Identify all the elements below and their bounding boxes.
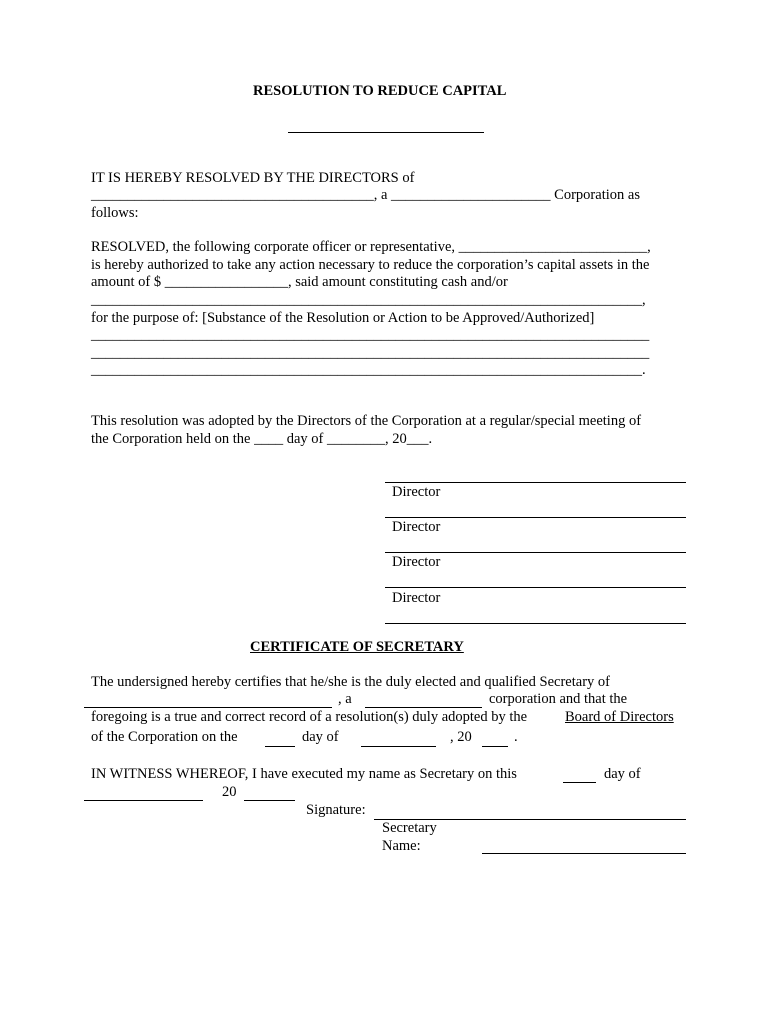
director-label: Director — [392, 519, 441, 535]
resolved-intro-line3: follows: — [91, 205, 139, 221]
resolved-intro-line2: _______________________________________, a ______________________ Corporation as — [91, 187, 640, 203]
resolved-body-line1: RESOLVED, the following corporate officer or representative, __________________________, — [91, 239, 651, 255]
adoption-line2: the Corporation held on the ____ day of ________, 20___. — [91, 431, 433, 447]
year-blank — [482, 746, 508, 747]
corporation-name-blank — [84, 707, 332, 708]
month-blank — [361, 746, 436, 747]
title-blank-line — [288, 132, 484, 133]
secretary-name-line — [482, 853, 686, 854]
board-of-directors-text: Board of Directors — [565, 709, 674, 725]
witness-year-blank — [244, 800, 295, 801]
resolved-body-line7: _____________________________________________________________________________ — [91, 345, 650, 361]
certificate-line3: foregoing is a true and correct record of a resolution(s) duly adopted by the — [91, 709, 528, 725]
certificate-title: CERTIFICATE OF SECRETARY — [250, 639, 464, 655]
witness-day-of: day of — [604, 766, 641, 782]
certificate-line1: The undersigned hereby certifies that he/she is the duly elected and qualified Secretary of — [91, 674, 610, 690]
director-signature-line — [385, 587, 686, 588]
resolved-body-line2: is hereby authorized to take any action necessary to reduce the corporation’s capital assets in the — [91, 257, 650, 273]
director-signature-line — [385, 552, 686, 553]
state-blank — [365, 707, 482, 708]
certificate-comma-a: , a — [338, 691, 352, 707]
witness-twenty: 20 — [222, 784, 237, 800]
signature-label: Signature: — [306, 802, 366, 818]
adoption-line1: This resolution was adopted by the Directors of the Corporation at a regular/special meeting of — [91, 413, 642, 429]
director-label: Director — [392, 590, 441, 606]
director-signature-line — [385, 517, 686, 518]
name-label: Name: — [382, 838, 421, 854]
resolved-intro-line1: IT IS HEREBY RESOLVED BY THE DIRECTORS of — [91, 170, 415, 186]
day-blank — [265, 746, 295, 747]
witness-line1: IN WITNESS WHEREOF, I have executed my name as Secretary on this — [91, 766, 517, 782]
certificate-corp-and-that: corporation and that the — [489, 691, 628, 707]
witness-day-blank — [563, 782, 596, 783]
secretary-label: Secretary — [382, 820, 437, 836]
director-label: Director — [392, 554, 441, 570]
certificate-of-corp-on-the: of the Corporation on the — [91, 729, 238, 745]
certificate-day-of: day of — [302, 729, 339, 745]
certificate-period: . — [514, 729, 518, 745]
director-label: Director — [392, 484, 441, 500]
resolved-body-line8: ____________________________________________________________________________. — [91, 362, 646, 378]
resolved-body-line5: for the purpose of: [Substance of the Resolution or Action to be Approved/Authorized] — [91, 310, 595, 326]
resolved-body-line6: _____________________________________________________________________________ — [91, 327, 650, 343]
witness-month-blank — [84, 800, 203, 801]
director-signature-line — [385, 482, 686, 483]
resolved-body-line4: ____________________________________________________________________________, — [91, 292, 646, 308]
director-signature-line — [385, 623, 686, 624]
resolved-body-line3: amount of $ _________________, said amount constituting cash and/or — [91, 274, 508, 290]
certificate-comma-20: , 20 — [450, 729, 472, 745]
document-title: RESOLUTION TO REDUCE CAPITAL — [253, 83, 507, 99]
